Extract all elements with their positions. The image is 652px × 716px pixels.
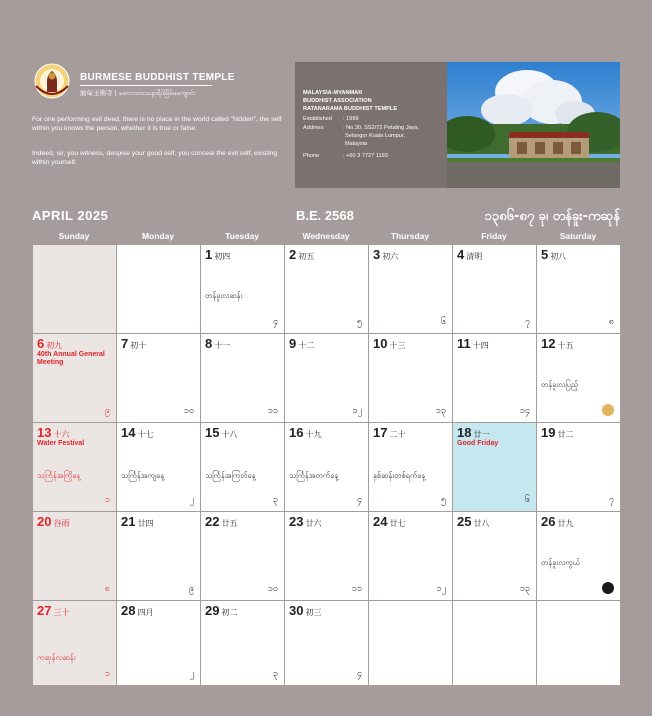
myanmar-day-count: ၁၃ <box>519 584 530 594</box>
myanmar-day-count: ၁၂ <box>352 406 362 416</box>
event-label: 40th Annual General Meeting <box>37 351 105 366</box>
lunar-date: 十一 <box>214 341 231 350</box>
lunar-date: 廿二 <box>557 430 574 439</box>
temple-photo <box>447 62 620 188</box>
weekday-header-row <box>32 229 620 243</box>
day-number <box>121 425 153 440</box>
myanmar-day-count: ၁၀ <box>183 406 194 416</box>
day-cell-27[interactable] <box>33 601 116 685</box>
day-number <box>121 336 146 351</box>
day-cell-28[interactable] <box>117 601 200 685</box>
divider <box>80 85 212 86</box>
day-cell-4[interactable] <box>453 245 536 333</box>
day-number <box>457 336 489 351</box>
gregorian-day: 28 <box>121 603 136 618</box>
myanmar-day-count: ၉ <box>188 584 194 594</box>
gregorian-day: 1 <box>205 247 213 262</box>
weekday-tuesday: Tuesday <box>225 231 259 241</box>
myanmar-day-count: ၇ <box>524 317 530 327</box>
myanmar-day-count: ၅ <box>440 495 446 505</box>
lunar-date: 廿七 <box>389 519 406 528</box>
day-cell-22[interactable] <box>201 512 284 600</box>
calendar-grid <box>32 229 620 685</box>
gregorian-day: 12 <box>541 336 556 351</box>
org-name: BURMESE BUDDHIST TEMPLE <box>80 72 235 83</box>
quote-1: For one performing evil deed, there is no place in the world called "hidden", the self within you knows the person, whether it is true or false. <box>32 116 282 132</box>
day-number <box>373 336 405 351</box>
myanmar-day-count: ၄ <box>356 669 362 679</box>
day-cell-26[interactable] <box>537 512 620 600</box>
day-number <box>289 514 321 529</box>
day-number <box>37 603 69 618</box>
day-cell-17[interactable] <box>369 423 452 511</box>
gregorian-day: 22 <box>205 514 220 529</box>
myanmar-day-count: ၁၃ <box>435 406 446 416</box>
lunar-date: 廿一 <box>473 430 490 439</box>
myanmar-day-count: ၉ <box>104 406 110 416</box>
gregorian-day: 21 <box>121 514 136 529</box>
day-cell-14[interactable] <box>117 423 200 511</box>
gregorian-day: 18 <box>457 425 472 440</box>
gregorian-day: 27 <box>37 603 52 618</box>
myanmar-day-count: ၂ <box>189 669 194 679</box>
gregorian-day: 15 <box>205 425 220 440</box>
established-value: : 1999 <box>343 116 359 122</box>
day-cell-20[interactable] <box>33 512 116 600</box>
gregorian-day: 3 <box>373 247 381 262</box>
lunar-date: 初二 <box>221 608 238 617</box>
day-cell-9[interactable] <box>285 334 368 422</box>
gregorian-day: 25 <box>457 514 472 529</box>
myanmar-observance: သင်္ကြန်အကျနေ့ <box>121 471 165 480</box>
day-number <box>37 514 69 529</box>
gregorian-day: 16 <box>289 425 304 440</box>
myanmar-day-count: ၅ <box>356 317 362 327</box>
myanmar-observance: သင်္ကြန်အကြိုနေ့ <box>37 471 81 480</box>
gregorian-day: 7 <box>121 336 129 351</box>
weekday-wednesday: Wednesday <box>302 231 350 241</box>
day-cell-29[interactable] <box>201 601 284 685</box>
day-cell-16[interactable] <box>285 423 368 511</box>
lunar-date: 初八 <box>550 252 567 261</box>
myanmar-day-count: ၂ <box>189 495 194 505</box>
myanmar-observance: နှစ်ဆန်းတစ်ရက်နေ့ <box>373 471 426 480</box>
weekday-friday: Friday <box>481 231 507 241</box>
event-label: Good Friday <box>457 440 499 447</box>
myanmar-day-count: ၆ <box>524 495 530 505</box>
day-number <box>121 514 153 529</box>
phone-label: Phone <box>303 153 320 159</box>
lunar-date: 廿九 <box>557 519 574 528</box>
gregorian-day: 4 <box>457 247 465 262</box>
day-number <box>289 425 321 440</box>
lunar-date: 廿五 <box>221 519 238 528</box>
gregorian-day: 17 <box>373 425 388 440</box>
myanmar-observance: တန်ခူးလကွယ် <box>541 558 580 567</box>
lunar-date: 十六 <box>53 430 70 439</box>
gregorian-day: 23 <box>289 514 304 529</box>
lunar-date: 清明 <box>466 252 483 261</box>
weekday-saturday: Saturday <box>559 231 597 241</box>
myanmar-day-count: ၈ <box>104 584 110 594</box>
gregorian-day: 30 <box>289 603 304 618</box>
day-number <box>205 603 237 618</box>
lunar-date: 谷雨 <box>53 519 70 528</box>
buddhist-era-year: B.E. 2568 <box>296 208 354 223</box>
lunar-date: 初四 <box>214 252 231 261</box>
myanmar-observance: တန်ခူးလပြည့် <box>541 380 579 389</box>
myanmar-day-count: ၁၀ <box>267 584 278 594</box>
day-cell-12[interactable] <box>537 334 620 422</box>
lunar-date: 廿四 <box>137 519 154 528</box>
gregorian-day: 24 <box>373 514 388 529</box>
day-number <box>37 425 69 440</box>
event-label: Water Festival <box>37 440 85 447</box>
day-cell-25[interactable] <box>453 512 536 600</box>
day-number <box>457 247 482 262</box>
day-number <box>457 514 489 529</box>
myanmar-day-count: ၁၁ <box>267 406 278 416</box>
lunar-date: 廿六 <box>305 519 322 528</box>
empty-day-cell <box>369 601 452 685</box>
day-number <box>205 336 230 351</box>
day-number <box>205 247 230 262</box>
day-cell-7[interactable] <box>117 334 200 422</box>
day-cell-11[interactable] <box>453 334 536 422</box>
day-number <box>373 247 398 262</box>
day-cell-1[interactable] <box>201 245 284 333</box>
day-number <box>121 603 153 618</box>
empty-day-cell <box>537 601 620 685</box>
association-line-3: RATANARAMA BUDDHIST TEMPLE <box>303 106 398 112</box>
myanmar-day-count: ၁၄ <box>519 406 530 416</box>
full-moon-icon <box>602 404 614 416</box>
day-cell-10[interactable] <box>369 334 452 422</box>
lunar-date: 二十 <box>389 430 406 439</box>
day-cell-15[interactable] <box>201 423 284 511</box>
day-cell-6[interactable] <box>33 334 116 422</box>
gregorian-day: 13 <box>37 425 52 440</box>
day-number <box>205 425 237 440</box>
myanmar-observance: သင်္ကြန်အကြတ်နေ့ <box>205 471 256 480</box>
day-number <box>457 425 489 440</box>
day-number <box>541 336 573 351</box>
day-number <box>289 603 321 618</box>
lunar-date: 初十 <box>130 341 147 350</box>
day-number <box>37 336 62 351</box>
gregorian-day: 2 <box>289 247 297 262</box>
day-cell-19[interactable] <box>537 423 620 511</box>
gregorian-day: 26 <box>541 514 556 529</box>
day-cell-21[interactable] <box>117 512 200 600</box>
day-cell-13[interactable] <box>33 423 116 511</box>
lunar-date: 廿八 <box>473 519 490 528</box>
day-cell-30[interactable] <box>285 601 368 685</box>
gregorian-day: 11 <box>457 336 471 351</box>
myanmar-day-count: ၄ <box>272 317 278 327</box>
myanmar-observance: တန်ခူးလဆန်း <box>205 291 243 300</box>
address-value-2: Selangor Kuala Lumpur, <box>345 133 406 139</box>
empty-day-cell <box>453 601 536 685</box>
day-cell-5[interactable] <box>537 245 620 333</box>
empty-day-cell <box>117 245 200 333</box>
lunar-date: 十四 <box>472 341 489 350</box>
day-number <box>373 425 405 440</box>
myanmar-day-count: ၁၂ <box>436 584 446 594</box>
gregorian-day: 20 <box>37 514 52 529</box>
gregorian-day: 5 <box>541 247 549 262</box>
new-moon-icon <box>602 582 614 594</box>
day-cell-8[interactable] <box>201 334 284 422</box>
gregorian-day: 6 <box>37 336 45 351</box>
gregorian-day: 19 <box>541 425 556 440</box>
lunar-date: 十三 <box>389 341 406 350</box>
day-cell-18[interactable] <box>453 423 536 511</box>
lunar-date: 十八 <box>221 430 238 439</box>
myanmar-day-count: ၈ <box>608 317 614 327</box>
phone-value: : +60 3 7727 1193 <box>343 153 388 159</box>
day-cell-3[interactable] <box>369 245 452 333</box>
myanmar-day-count: ၄ <box>356 495 362 505</box>
myanmar-day-count: ၃ <box>272 495 278 505</box>
quote-2: Indeed, sir, you witness, despise your good self, you conceal the evil self, existing within yourself. <box>32 150 278 166</box>
day-cell-23[interactable] <box>285 512 368 600</box>
temple-logo <box>34 62 70 102</box>
month-title: APRIL 2025 <box>32 208 109 223</box>
lunar-date: 十五 <box>557 341 574 350</box>
myanmar-day-count: ၆ <box>440 317 446 327</box>
myanmar-day-count: ၃ <box>272 669 278 679</box>
lunar-date: 初九 <box>46 341 63 350</box>
lunar-date: 初三 <box>305 608 322 617</box>
lunar-date: 十二 <box>298 341 315 350</box>
gregorian-day: 14 <box>121 425 136 440</box>
myanmar-day-count: ၁၁ <box>351 584 362 594</box>
lunar-date: 初五 <box>298 252 315 261</box>
day-number <box>541 247 566 262</box>
lunar-date: 三十 <box>53 608 70 617</box>
day-cell-24[interactable] <box>369 512 452 600</box>
empty-day-cell <box>33 245 116 333</box>
gregorian-day: 29 <box>205 603 220 618</box>
myanmar-day-count: ၇ <box>608 495 614 505</box>
lunar-date: 四月 <box>137 608 154 617</box>
association-info-box <box>295 62 447 188</box>
weekday-sunday: Sunday <box>58 231 90 241</box>
day-number <box>541 425 573 440</box>
org-subtitle: 緬甸玉佛寺 | မလေးသားသနာ့ရိပ်မြိမ်မကျောင်း <box>80 89 196 97</box>
address-value-3: Malaysia <box>345 141 368 147</box>
weekday-monday: Monday <box>141 231 175 241</box>
day-number <box>289 247 314 262</box>
day-number <box>289 336 314 351</box>
myanmar-day-count: ၁ <box>104 669 110 679</box>
lunar-date: 十九 <box>305 430 322 439</box>
myanmar-month-title: ၁၃၈၆-၈၇ ခု၊ တန်ခူး-ကဆုန် <box>484 209 620 224</box>
weekday-thursday: Thursday <box>390 231 430 241</box>
myanmar-day-count: ၁ <box>104 495 110 505</box>
established-label: Established <box>303 116 332 122</box>
association-line-2: BUDDHIST ASSOCIATION <box>303 98 372 104</box>
address-label: Address <box>303 125 324 131</box>
day-cell-2[interactable] <box>285 245 368 333</box>
lunar-date: 初六 <box>382 252 399 261</box>
address-value-1: : No.30, SS2/72 Petaling Jaya, <box>343 125 420 131</box>
lunar-date: 十七 <box>137 430 154 439</box>
gregorian-day: 9 <box>289 336 297 351</box>
association-line-1: MALAYSIA-MYANMAR <box>303 90 363 96</box>
day-number <box>205 514 237 529</box>
day-number <box>541 514 573 529</box>
myanmar-observance: ကဆုန်လဆန်း <box>37 653 76 662</box>
myanmar-observance: သင်္ကြန်အတက်နေ့ <box>289 471 339 480</box>
gregorian-day: 8 <box>205 336 213 351</box>
day-number <box>373 514 405 529</box>
gregorian-day: 10 <box>373 336 388 351</box>
